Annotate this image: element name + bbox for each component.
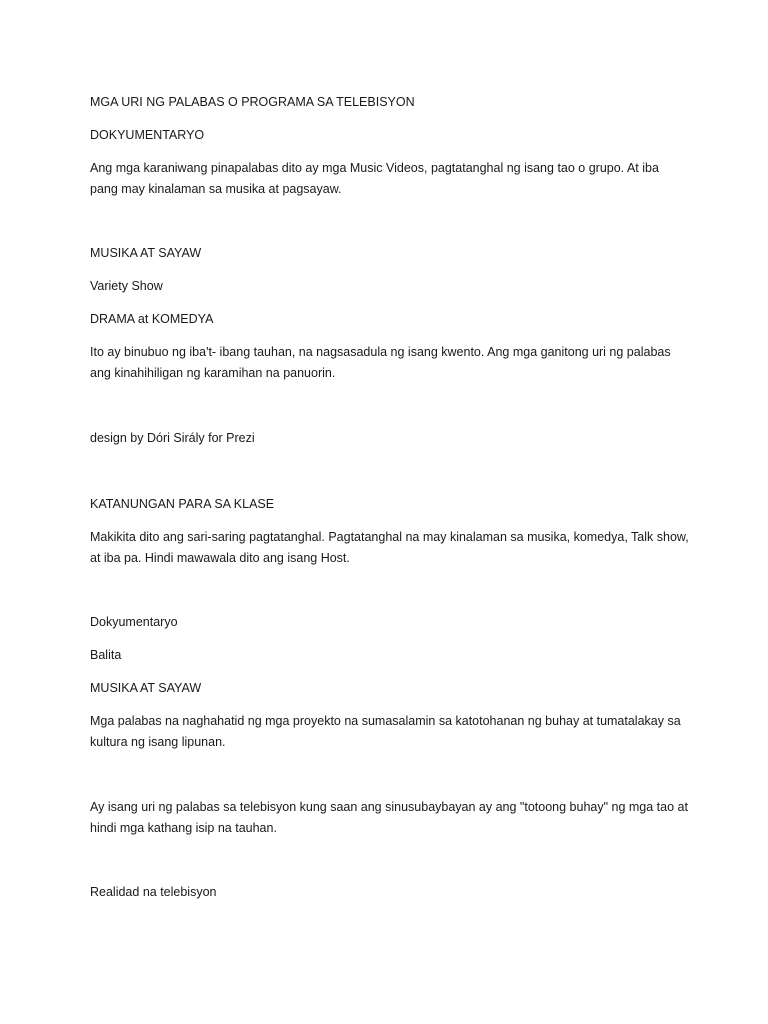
heading-drama-at-komedya: DRAMA at KOMEDYA xyxy=(90,312,214,326)
document-title: MGA URI NG PALABAS O PROGRAMA SA TELEBISYON xyxy=(90,95,415,109)
paragraph-drama: Ito ay binubuo ng iba't- ibang tauhan, na nagsasadula ng isang kwento. Ang mga ganitong uri ng palabas ang kinahihiligan ng karamihan na panuorin. xyxy=(90,345,671,380)
text-realidad-na-telebisyon: Realidad na telebisyon xyxy=(90,885,217,899)
text-design-credit: design by Dóri Sirály for Prezi xyxy=(90,431,255,445)
text-dokyumentaryo: Dokyumentaryo xyxy=(90,615,178,629)
paragraph-reality-tv: Ay isang uri ng palabas sa telebisyon kung saan ang sinusubaybayan ay ang "totoong buhay" ng mga tao at hindi mga kathang isip na tauhan. xyxy=(90,800,688,835)
text-variety-show: Variety Show xyxy=(90,279,163,293)
heading-dokyumentaryo: DOKYUMENTARYO xyxy=(90,128,205,142)
heading-musika-at-sayaw-2: MUSIKA AT SAYAW xyxy=(90,681,202,695)
paragraph-variety: Makikita dito ang sari-saring pagtatanghal. Pagtatanghal na may kinalaman sa musika, komedya, Talk show, at iba pa. Hindi mawawala dito ang isang Host. xyxy=(90,530,689,565)
paragraph-music-videos: Ang mga karaniwang pinapalabas dito ay mga Music Videos, pagtatanghal ng isang tao o grupo. At iba pang may kinalaman sa musika at pagsayaw. xyxy=(90,161,659,196)
heading-katanungan: KATANUNGAN PARA SA KLASE xyxy=(90,497,275,511)
text-balita: Balita xyxy=(90,648,122,662)
heading-musika-at-sayaw: MUSIKA AT SAYAW xyxy=(90,246,202,260)
paragraph-documentary: Mga palabas na naghahatid ng mga proyekto na sumasalamin sa katotohanan ng buhay at tumatalakay sa kultura ng isang lipunan. xyxy=(90,714,681,749)
